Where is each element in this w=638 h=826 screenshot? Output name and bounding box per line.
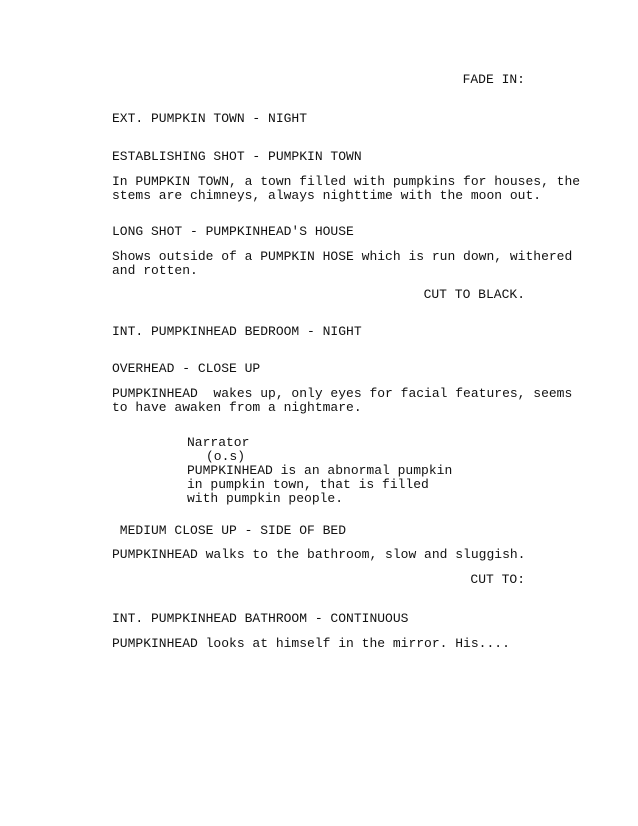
action-line: PUMPKINHEAD wakes up, only eyes for facial features, seems	[112, 386, 573, 401]
action-line: and rotten.	[112, 263, 198, 278]
action-line: stems are chimneys, always nighttime with the moon out.	[112, 188, 542, 203]
shot-overhead: OVERHEAD - CLOSE UP	[112, 361, 261, 376]
shot-long-shot: LONG SHOT - PUMPKINHEAD'S HOUSE	[112, 224, 354, 239]
action-line: In PUMPKIN TOWN, a town filled with pumpkins for houses, the	[112, 174, 581, 189]
action-line: to have awaken from a nightmare.	[112, 400, 362, 415]
scene-heading-int-bedroom: INT. PUMPKINHEAD BEDROOM - NIGHT	[112, 324, 362, 339]
transition-fade-in: FADE IN:	[462, 72, 525, 87]
shot-medium-close-up: MEDIUM CLOSE UP - SIDE OF BED	[112, 523, 347, 538]
action-line: PUMPKINHEAD walks to the bathroom, slow and sluggish.	[112, 547, 526, 562]
transition-cut-to-black: CUT TO BLACK.	[423, 287, 525, 302]
dialogue-character: Narrator	[187, 435, 250, 450]
scene-heading-ext-pumpkin-town: EXT. PUMPKIN TOWN - NIGHT	[112, 111, 308, 126]
dialogue-line: in pumpkin town, that is filled	[187, 477, 429, 492]
shot-establishing: ESTABLISHING SHOT - PUMPKIN TOWN	[112, 149, 362, 164]
scene-heading-int-bathroom: INT. PUMPKINHEAD BATHROOM - CONTINUOUS	[112, 611, 409, 626]
action-line: Shows outside of a PUMPKIN HOSE which is run down, withered	[112, 249, 573, 264]
dialogue-line: PUMPKINHEAD is an abnormal pumpkin	[187, 463, 453, 478]
dialogue-line: with pumpkin people.	[187, 491, 344, 506]
dialogue-parenthetical: (o.s)	[206, 449, 246, 464]
action-line: PUMPKINHEAD looks at himself in the mirror. His....	[112, 636, 510, 651]
transition-cut-to: CUT TO:	[470, 572, 525, 587]
